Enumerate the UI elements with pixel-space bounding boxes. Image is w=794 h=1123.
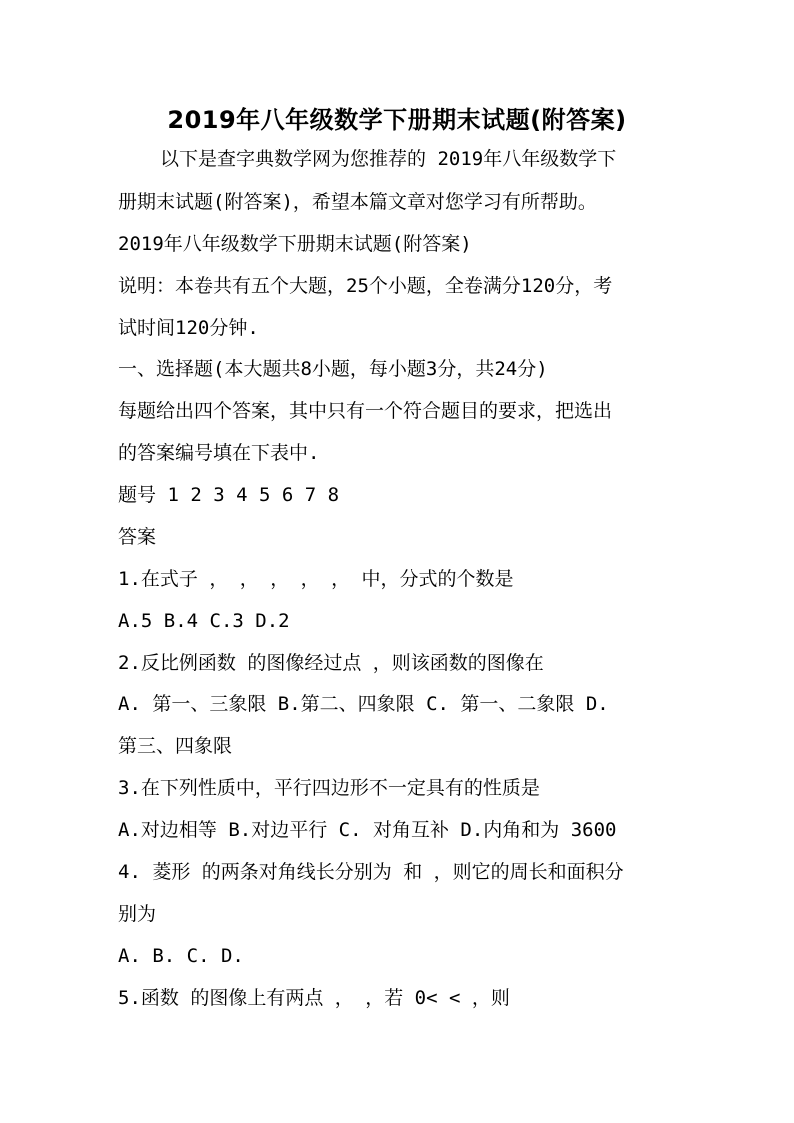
document-title: 2019年八年级数学下册期末试题(附答案) — [167, 106, 627, 134]
answer-table-header: 题号 1 2 3 4 5 6 7 8 — [118, 484, 340, 506]
question-5: 5.函数 的图像上有两点 ， ，若 0< < ，则 — [118, 987, 510, 1009]
instructions-line-2: 试时间120分钟. — [118, 317, 259, 339]
question-4-line-2: 别为 — [118, 903, 157, 925]
subtitle-line: 2019年八年级数学下册期末试题(附答案) — [118, 233, 472, 255]
intro-line-2: 册期末试题(附答案)，希望本篇文章对您学习有所帮助。 — [118, 191, 597, 213]
question-3: 3.在下列性质中，平行四边形不一定具有的性质是 — [118, 777, 540, 799]
question-3-options: A.对边相等 B.对边平行 C. 对角互补 D.内角和为 3600 — [118, 819, 617, 841]
section-note-line-2: 的答案编号填在下表中. — [118, 442, 320, 464]
question-4-line-1: 4. 菱形 的两条对角线长分别为 和 ，则它的周长和面积分 — [118, 861, 624, 883]
instructions-line-1: 说明：本卷共有五个大题，25个小题，全卷满分120分，考 — [118, 275, 613, 297]
question-1: 1.在式子 ， ， ， ， ， 中，分式的个数是 — [118, 568, 514, 590]
intro-line-1: 以下是查字典数学网为您推荐的 2019年八年级数学下 — [160, 148, 617, 170]
question-1-options: A.5 B.4 C.3 D.2 — [118, 610, 290, 632]
question-2: 2.反比例函数 的图像经过点 ，则该函数的图像在 — [118, 652, 544, 674]
answer-table-row: 答案 — [118, 526, 157, 548]
section-heading: 一、选择题(本大题共8小题，每小题3分，共24分) — [118, 358, 548, 380]
question-4-options: A. B. C. D. — [118, 945, 244, 967]
question-2-options-line-2: 第三、四象限 — [118, 735, 233, 757]
section-note-line-1: 每题给出四个答案，其中只有一个符合题目的要求，把选出 — [118, 400, 613, 422]
question-2-options-line-1: A. 第一、三象限 B.第二、四象限 C. 第一、二象限 D. — [118, 693, 609, 715]
